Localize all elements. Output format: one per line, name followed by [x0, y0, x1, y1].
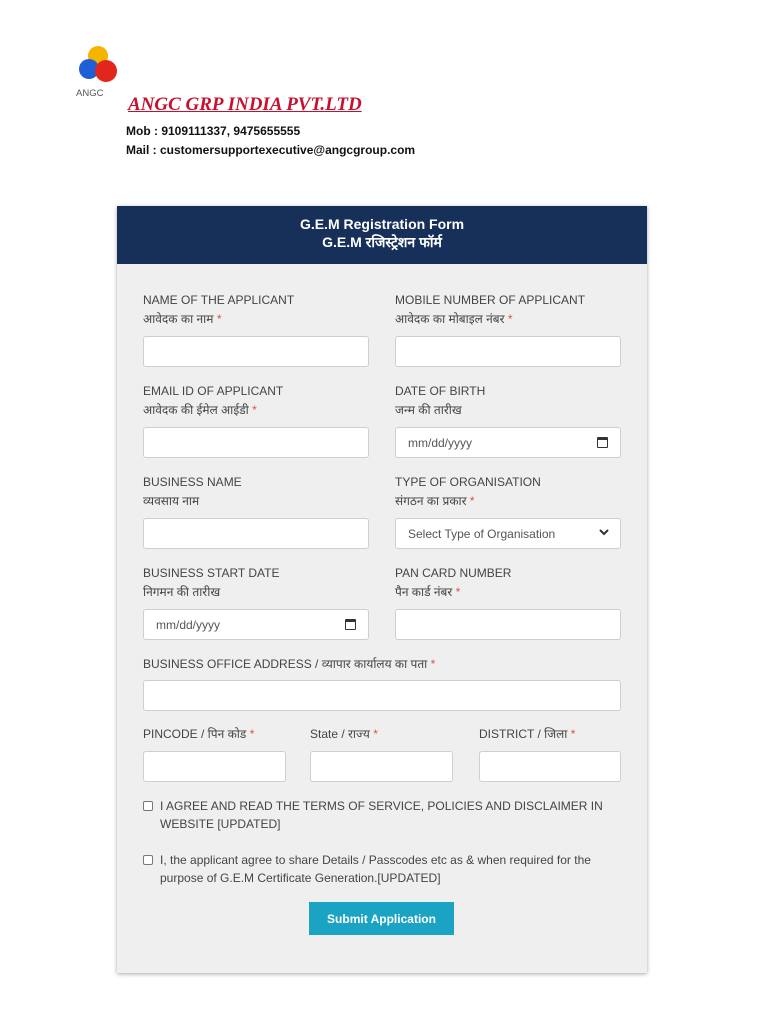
pincode-label — [143, 725, 254, 744]
pan-label-hi: पैन कार्ड नंबर — [395, 585, 453, 599]
logo-text: ANGC — [76, 88, 104, 99]
applicant-name-label-hi: आवेदक का नाम — [143, 312, 214, 326]
business-start-label-hi: निगमन की तारीख — [143, 585, 221, 599]
address-label — [143, 655, 435, 674]
business-start-label-en: BUSINESS START DATE — [143, 566, 280, 580]
agree-share-row — [143, 851, 621, 887]
required-marker: * — [570, 727, 576, 741]
required-marker: * — [455, 585, 461, 599]
pan-label-en: PAN CARD NUMBER — [395, 566, 512, 580]
form-header — [117, 206, 647, 264]
mobile-label — [395, 291, 585, 329]
state-label — [310, 725, 378, 744]
required-marker: * — [249, 727, 255, 741]
required-marker: * — [373, 727, 378, 741]
form-title-en: G.E.M Registration Form — [299, 216, 465, 232]
applicant-name-label-en: NAME OF THE APPLICANT — [143, 293, 295, 307]
email-input[interactable] — [143, 427, 369, 458]
business-start-placeholder: mm/dd/yyyy — [156, 618, 221, 632]
pincode-label-text: PINCODE / पिन कोड — [143, 727, 247, 741]
state-input[interactable] — [310, 751, 453, 782]
email-label — [143, 382, 283, 420]
business-name-input[interactable] — [143, 518, 369, 549]
required-marker: * — [430, 657, 436, 671]
contact-mobile: Mob : 9109111337, 9475655555 — [126, 124, 301, 138]
business-start-label — [143, 564, 279, 602]
mobile-input[interactable] — [395, 336, 621, 367]
required-marker: * — [216, 312, 222, 326]
email-label-hi: आवेदक की ईमेल आईडी — [143, 403, 249, 417]
calendar-icon[interactable] — [345, 619, 356, 630]
required-marker: * — [252, 403, 257, 417]
company-logo — [76, 44, 120, 104]
state-label-text: State / राज्य — [310, 727, 370, 741]
company-name: ANGC GRP INDIA PVT.LTD — [128, 94, 362, 115]
mobile-label-en: MOBILE NUMBER OF APPLICANT — [395, 293, 586, 307]
agree-terms-label[interactable]: I AGREE AND READ THE TERMS OF SERVICE, POLICIES AND DISCLAIMER IN WEBSITE [UPDATED] — [160, 799, 603, 831]
business-name-label — [143, 473, 242, 511]
submit-application-button[interactable]: Submit Application — [309, 902, 454, 935]
agree-share-checkbox[interactable] — [143, 855, 153, 865]
dob-date-input[interactable] — [395, 427, 621, 458]
mobile-label-hi: आवेदक का मोबाइल नंबर — [395, 312, 505, 326]
applicant-name-input[interactable] — [143, 336, 369, 367]
dob-placeholder: mm/dd/yyyy — [408, 436, 473, 450]
pincode-input[interactable] — [143, 751, 286, 782]
contact-mail: Mail : customersupportexecutive@angcgroup.com — [126, 143, 416, 157]
dob-label — [395, 382, 485, 420]
calendar-icon[interactable] — [597, 437, 608, 448]
agree-terms-checkbox[interactable] — [143, 801, 153, 811]
business-start-date-input[interactable] — [143, 609, 369, 640]
business-name-label-en: BUSINESS NAME — [143, 475, 242, 489]
org-type-label — [395, 473, 541, 511]
applicant-name-label — [143, 291, 294, 329]
registration-form-card — [117, 206, 647, 973]
agree-share-label[interactable]: I, the applicant agree to share Details / Passcodes etc as & when required for the purpose of G.E.M Certificate Generation.[UPDATED] — [160, 853, 591, 885]
dob-label-en: DATE OF BIRTH — [395, 384, 486, 398]
chevron-down-icon[interactable] — [598, 526, 610, 541]
contact-info — [126, 122, 415, 160]
required-marker: * — [507, 312, 513, 326]
org-type-label-hi: संगठन का प्रकार — [395, 494, 467, 508]
email-label-en: EMAIL ID OF APPLICANT — [143, 384, 284, 398]
address-input[interactable] — [143, 680, 621, 711]
agree-terms-row — [143, 797, 621, 833]
district-label — [479, 725, 575, 744]
required-marker: * — [469, 494, 475, 508]
address-label-text: BUSINESS OFFICE ADDRESS / व्यापार कार्यालय का पता — [143, 657, 428, 671]
district-input[interactable] — [479, 751, 621, 782]
pan-label — [395, 564, 511, 602]
org-type-select[interactable] — [395, 518, 621, 549]
district-label-text: DISTRICT / जिला — [479, 727, 568, 741]
form-title-hi: G.E.M रजिस्ट्रेशन फॉर्म — [322, 234, 442, 250]
pan-input[interactable] — [395, 609, 621, 640]
dob-label-hi: जन्म की तारीख — [395, 403, 462, 417]
org-type-selected: Select Type of Organisation — [408, 527, 556, 541]
business-name-label-hi: व्यवसाय नाम — [143, 494, 200, 508]
org-type-label-en: TYPE OF ORGANISATION — [395, 475, 541, 489]
